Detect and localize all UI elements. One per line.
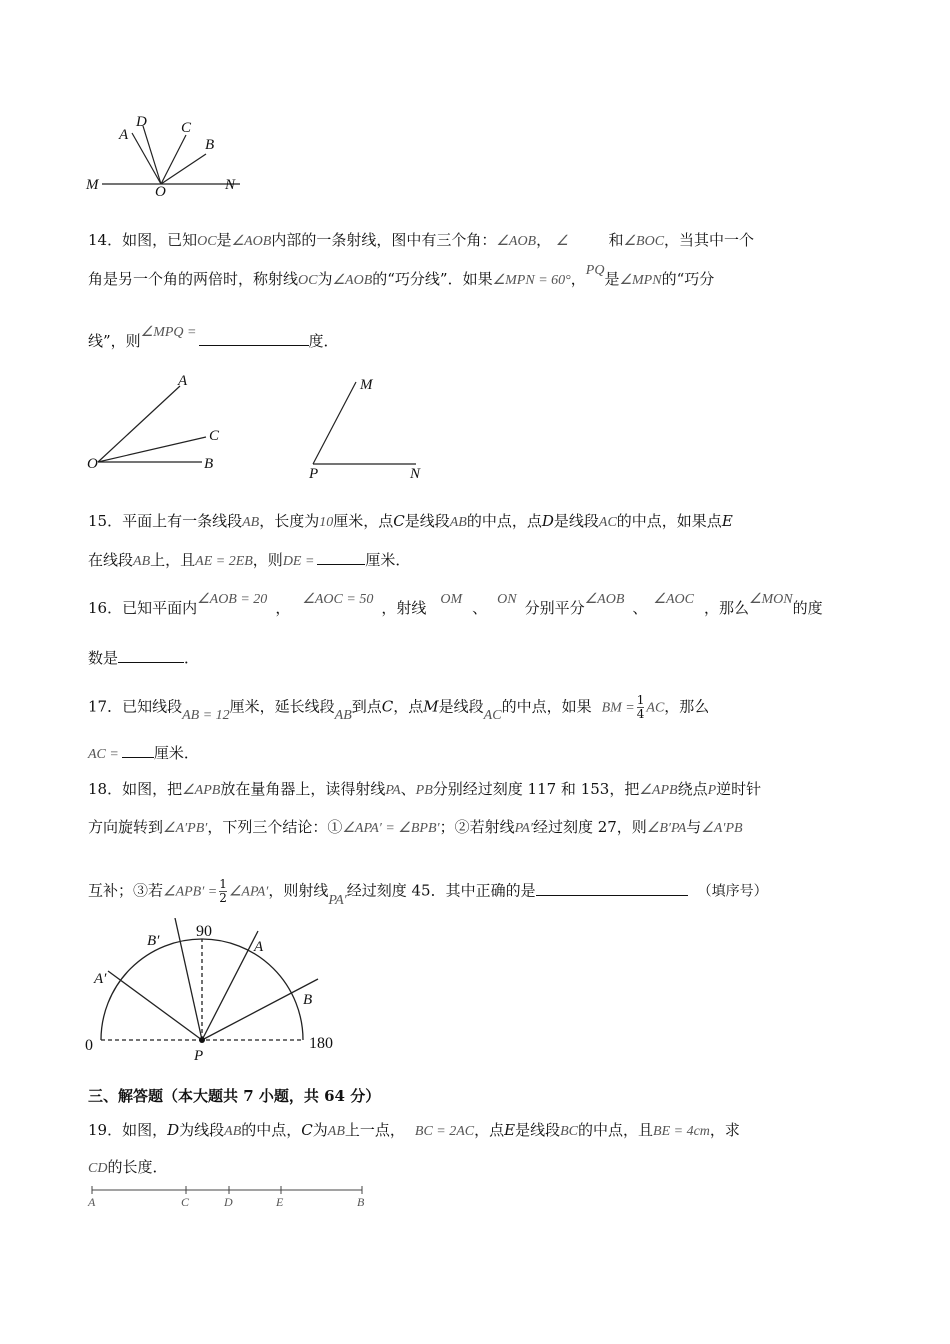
q17-line2: AC = 厘米． — [88, 744, 199, 762]
answer-blank[interactable] — [536, 881, 688, 896]
tick-0: 0 — [85, 1037, 93, 1054]
label-m: M — [86, 177, 99, 193]
segment-figure — [80, 1182, 380, 1212]
label-m: M — [360, 377, 373, 393]
q18-line2: 方向旋转到∠A′PB′，下列三个结论：①∠APA′ = ∠BPB′；②若射线PA′经过刻度 27，则∠B′PA与∠A′PB — [88, 818, 743, 836]
label-c: C — [209, 428, 220, 444]
label-d: D — [136, 114, 147, 130]
answer-blank[interactable] — [317, 550, 365, 565]
label-e: E — [276, 1195, 284, 1209]
label-d: D — [224, 1195, 233, 1209]
label-c: C — [181, 1195, 190, 1209]
q14-line1: 14．如图，已知OC是∠AOB内部的一条射线，图中有三个角：∠AOB， ∠ 和∠BOC，当其中一个 — [88, 231, 755, 249]
q16-line1: 16．已知平面内∠AOB = 20 ， ∠AOC = 50 ，射线 OM 、 ON 分别平分∠AOB 、 ∠AOC ，那么∠MON的度 — [88, 592, 823, 617]
tick-180: 180 — [309, 1035, 333, 1052]
ray-pb — [202, 979, 318, 1040]
angle-figures — [80, 370, 440, 485]
label-a: A — [254, 939, 264, 955]
label-a-prime: A′ — [94, 971, 107, 987]
label-b-prime: B′ — [147, 933, 160, 949]
q18-line1: 18．如图，把∠APB放在量角器上，读得射线PA、PB分别经过刻度 117 和 153，把∠APB绕点P逆时针 — [88, 780, 762, 798]
label-b: B — [204, 456, 214, 472]
label-a: A — [178, 373, 188, 389]
label-a: A — [119, 127, 129, 143]
q18-line3: 互补；③若∠APB′ = $\frac{1}{2}$ ∠APA′，则射线PA′经过刻度 45．其中正确的是 （填序号） — [88, 877, 768, 908]
q17-line1: 17．已知线段AB = 12厘米，延长线段AB到点C，点M是线段AC的中点，如果 BM = $\frac{1}{4}$ AC，那么 — [88, 693, 710, 723]
ray-pa — [202, 931, 258, 1040]
answer-blank[interactable] — [122, 743, 154, 758]
q19-line2: CD的长度． — [88, 1158, 168, 1176]
q14-line3: 线”，则∠MPQ = 度． — [88, 325, 339, 350]
label-o: O — [155, 184, 166, 197]
answer-blank[interactable] — [199, 331, 309, 346]
label-p: P — [309, 466, 319, 482]
label-b: B — [303, 992, 313, 1008]
ray-pa-prime — [108, 971, 202, 1040]
label-n: N — [410, 466, 421, 482]
protractor-figure — [80, 918, 360, 1066]
section-title: 三、解答题（本大题共 7 小题，共 64 分） — [88, 1087, 381, 1105]
q15-line2: 在线段AB上，且AE = 2EB，则DE = 厘米． — [88, 551, 411, 569]
label-b: B — [205, 137, 215, 153]
label-p: P — [194, 1048, 204, 1064]
label-o: O — [87, 456, 98, 472]
label-c: C — [181, 120, 192, 136]
q14-line2: 角是另一个角的两倍时，称射线OC为∠AOB的“巧分线”．如果∠MPN = 60°，PQ是∠MPN的“巧分 — [88, 263, 715, 288]
tick-90: 90 — [196, 923, 212, 940]
q19-line1: 19．如图，D为线段AB的中点，C为AB上一点， BC = 2AC，点E是线段BC的中点，且BE = 4cm，求 — [88, 1121, 740, 1139]
center-point — [199, 1037, 205, 1043]
label-b: B — [357, 1195, 365, 1209]
answer-blank[interactable] — [118, 648, 184, 663]
q15-line1: 15．平面上有一条线段AB，长度为10厘米，点C是线段AB的中点，点D是线段AC的中点，如果点E — [88, 512, 733, 530]
label-a: A — [88, 1195, 96, 1209]
label-n: N — [225, 177, 236, 193]
q16-line2: 数是 ． — [88, 649, 200, 667]
rays-figure — [80, 112, 250, 197]
